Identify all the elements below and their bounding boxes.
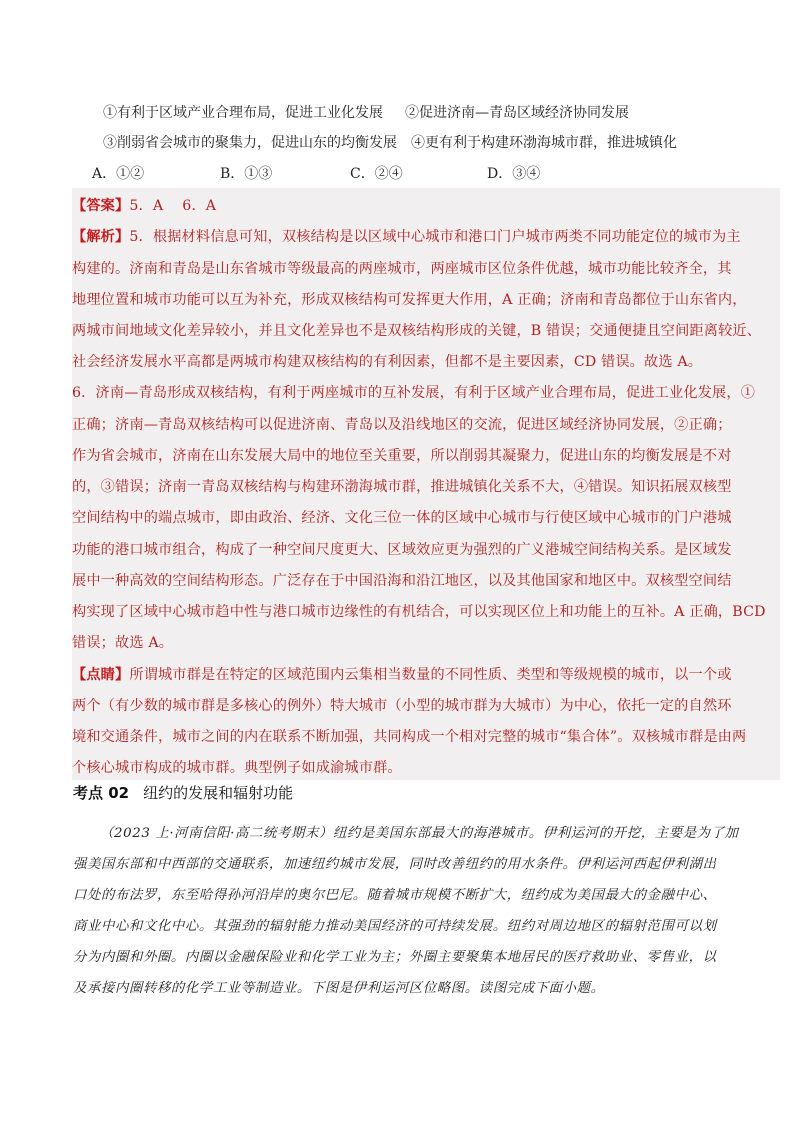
option-line-2 [103, 132, 677, 152]
analysis-line: 地理位置和城市功能可以互为补充，形成双核结构可发挥更大作用，A 正确；济南和青岛都位于山东省内， [72, 292, 747, 308]
point-line: 境和交通条件，城市之间的内在联系不断加强，共同构成一个相对完整的城市“集合体”。双核城市群是由两 [72, 729, 747, 745]
option-4: ④更有利于构建环渤海城市群，推进城镇化 [411, 135, 677, 151]
choice-c: C．②④ [350, 166, 403, 182]
passage-line: （2023 上·河南信阳·高二统考期末）纽约是美国东部最大的海港城市。伊利运河的开挖，主要是为了加 [100, 826, 739, 841]
analysis-line: 空间结构中的端点城市，即由政治、经济、文化三位一体的区域中心城市与行使区域中心城市的门户港城 [72, 510, 732, 526]
section-title: 纽约的发展和辐射功能 [143, 784, 294, 802]
answer-text: 5．A 6．A [129, 198, 217, 214]
analysis-line: 作为省会城市，济南在山东发展大局中的地位至关重要，所以削弱其凝聚力，促进山东的均衡发展是不对 [72, 448, 732, 464]
passage-line: 口处的布法罗，东至哈得孙河沿岸的奥尔巴尼。随着城市规模不断扩大，纽约成为美国最大的金融中心、 [73, 888, 717, 903]
analysis-line: 构建的。济南和青岛是山东省城市等级最高的两座城市，两座城市区位条件优越，城市功能比较齐全，其 [72, 261, 732, 277]
analysis-line: 社会经济发展水平高都是两城市构建双核结构的有利因素，但都不是主要因素，CD 错误。故选 A。 [72, 354, 703, 370]
point-line: 个核心城市构成的城市群。典型例子如成渝城市群。 [72, 760, 402, 776]
point-tag: 【点睛】 [72, 667, 130, 683]
analysis-tag: 【解析】 [72, 229, 130, 245]
point-line: 两个（有少数的城市群是多核心的例外）特大城市（小型的城市群为大城市）为中心，依托一定的自然环 [72, 698, 732, 714]
analysis-line-1 [72, 226, 741, 246]
choice-d: D．③④ [487, 166, 541, 182]
point-text: 所谓城市群是在特定的区域范围内云集相当数量的不同性质、类型和等级规模的城市，以一个或 [129, 667, 732, 683]
passage-line: 强美国东部和中西部的交通联系，加速纽约城市发展，同时改善纽约的用水条件。伊利运河西起伊利湖出 [73, 857, 717, 872]
analysis-text: 5．根据材料信息可知，双核结构是以区域中心城市和港口门户城市两类不同功能定位的城市为主 [129, 229, 741, 245]
point-line-1 [72, 664, 732, 684]
answer-tag: 【答案】 [72, 198, 130, 214]
option-3: ③削弱省会城市的聚集力，促进山东的均衡发展 [103, 135, 397, 151]
passage-line: 及承接内圈转移的化学工业等制造业。下图是伊利运河区位略图。读图完成下面小题。 [73, 981, 605, 996]
answer-line [72, 195, 216, 215]
option-line-1 [103, 102, 629, 122]
option-2: ②促进济南—青岛区域经济协同发展 [405, 105, 629, 121]
section-heading [73, 782, 293, 803]
analysis-line: 6．济南—青岛形成双核结构，有利于两座城市的互补发展，有利于区域产业合理布局，促进工业化发展，① [72, 385, 756, 401]
analysis-line: 两城市间地域文化差异较小，并且文化差异也不是双核结构形成的关键，B 错误；交通便捷且空间距离较近、 [72, 323, 762, 339]
choice-b: B．①③ [220, 166, 273, 182]
passage-line: 商业中心和文化中心。其强劲的辐射能力推动美国经济的可持续发展。纽约对周边地区的辐射范围可以划 [73, 919, 717, 934]
choice-a: A．①② [92, 166, 145, 182]
analysis-line: 正确；济南—青岛双核结构可以促进济南、青岛以及沿线地区的交流，促进区域经济协同发展，②正确； [72, 417, 732, 433]
analysis-line: 功能的港口城市组合，构成了一种空间尺度更大、区域效应更为强烈的广义港城空间结构关系。是区域发 [72, 542, 732, 558]
analysis-line: 展中一种高效的空间结构形态。广泛存在于中国沿海和沿江地区，以及其他国家和地区中。双核型空间结 [72, 573, 732, 589]
analysis-line: 的，③错误；济南一青岛双核结构与构建环渤海城市群，推进城镇化关系不大，④错误。知识拓展双核型 [72, 479, 732, 495]
answer-analysis-box [72, 188, 780, 780]
option-1: ①有利于区域产业合理布局，促进工业化发展 [103, 105, 383, 121]
analysis-line: 构实现了区域中心城市趋中性与港口城市边缘性的有机结合，可以实现区位上和功能上的互补。A 正确，BCD [72, 604, 766, 620]
analysis-line: 错误；故选 A。 [72, 635, 174, 651]
section-number: 考点 02 [73, 784, 130, 802]
passage-line: 分为内圈和外圈。内圈以金融保险业和化学工业为主；外圈主要聚集本地居民的医疗救助业、零售业，以 [73, 950, 717, 965]
